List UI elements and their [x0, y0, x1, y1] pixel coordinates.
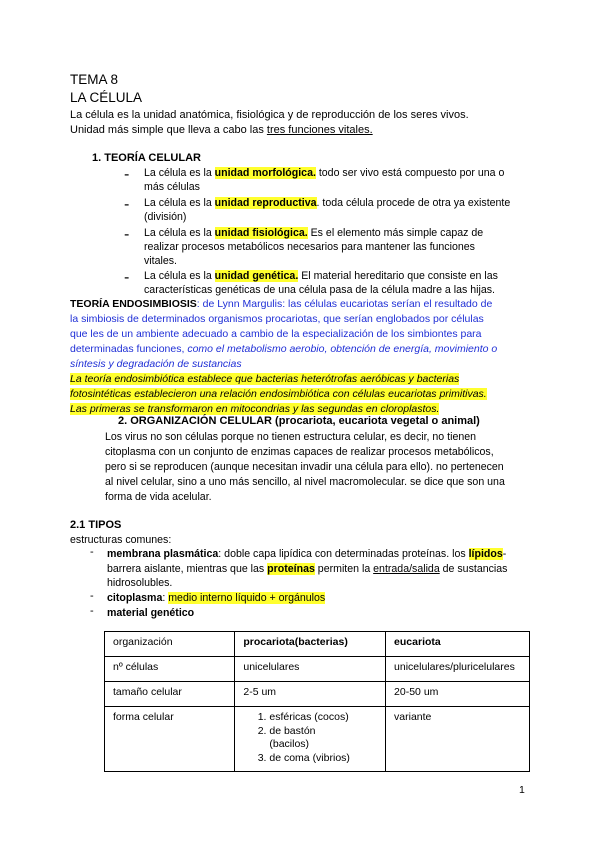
bullet-dash: - — [90, 546, 94, 558]
item-prefix: La célula es la — [144, 197, 215, 209]
intro-text: Unidad más simple que lleva a cabo las — [70, 124, 267, 136]
endosimbiosis-paragraph — [70, 297, 530, 417]
item-prefix: La célula es la — [144, 167, 215, 179]
tema-label: TEMA 8 — [70, 72, 119, 87]
table-cell — [235, 707, 386, 772]
funciones-vitales-link: tres funciones vitales. — [266, 124, 373, 136]
table-row — [105, 657, 530, 682]
unidad-morfologica: unidad morfológica. — [214, 167, 316, 179]
table-cell: nº células — [105, 657, 235, 682]
table-cell: unicelulares — [235, 657, 386, 682]
page-number: 1 — [519, 784, 525, 796]
membrana-text: de sustancias — [439, 562, 508, 575]
endo-italic: como el metabolismo aerobio, obtención de energía, movimiento o — [187, 343, 498, 355]
endo-text: la simbiosis de determinados organismos procariotas, que serían englobados por células — [70, 313, 484, 325]
proteinas-highlight: proteínas — [267, 562, 315, 575]
bullet-dash: - — [90, 605, 94, 617]
endo-text: determinadas funciones, — [70, 343, 188, 355]
teoria-celular-heading: 1. TEORÍA CELULAR — [92, 152, 201, 164]
forma-list — [243, 711, 377, 765]
intro-line-1: La célula es la unidad anatómica, fisiológica y de reproducción de los seres vivos. — [70, 109, 469, 121]
item-text: características genéticas de una célula pasa de la célula madre a las hijas. — [144, 284, 495, 297]
unidad-reproductiva: unidad reproductiva — [214, 197, 317, 209]
endo-text: que les de un ambiente adecuado a cambio de la especialización de los simbiontes para — [70, 328, 482, 340]
table-header-cell: procariota(bacterias) — [235, 632, 386, 657]
item-prefix: La célula es la — [144, 227, 215, 239]
bullet-dash: - — [124, 196, 130, 213]
item-prefix: La célula es la — [144, 270, 215, 282]
item-text: más células — [144, 181, 200, 194]
unidad-fisiologica: unidad fisiológica. — [214, 227, 308, 239]
endosimbiosis-label: TEORÍA ENDOSIMBIOSIS — [70, 298, 197, 310]
citoplasma-highlight: medio interno líquido + orgánulos — [168, 592, 326, 604]
table-header-cell: organización — [105, 632, 235, 657]
endo-highlight: fotosintéticas establecieron una relación endosimbiótica con células eucariotas primitivas. — [70, 388, 487, 400]
bullet-dash: - — [124, 226, 130, 243]
membrana-item — [107, 547, 531, 591]
organizacion-heading: 2. ORGANIZACIÓN CELULAR (procariota, eucariota vegetal o animal) — [118, 415, 480, 427]
material-genetico-item: material genético — [107, 607, 195, 619]
table-cell: unicelulares/pluricelulares — [386, 657, 530, 682]
item-text: El material hereditario que consiste en las — [298, 270, 498, 282]
table-cell: variante — [386, 707, 530, 772]
citoplasma-sep: : — [162, 592, 169, 604]
list-item: 3. de coma (vibrios) — [269, 752, 377, 766]
citoplasma-item — [107, 591, 531, 606]
list-item — [144, 166, 520, 194]
list-item — [144, 269, 520, 297]
table-row — [105, 682, 530, 707]
item-text: Es el elemento más simple capaz de — [307, 227, 484, 239]
bullet-dash: - — [124, 166, 130, 183]
list-item: 2. de bastón (bacilos) — [269, 725, 349, 752]
membrana-label: membrana plasmática — [107, 548, 219, 560]
table-cell: forma celular — [105, 707, 235, 772]
table-header-cell: eucariota — [386, 632, 530, 657]
table-header-row — [105, 632, 530, 657]
endo-highlight: Las primeras se transformaron en mitocondrias y las segundas en cloroplastos. — [70, 403, 440, 415]
list-item: 1. esféricas (cocos) — [269, 711, 377, 725]
page-title: LA CÉLULA — [70, 90, 143, 105]
item-text: todo ser vivo está compuesto por una o — [315, 167, 505, 179]
endo-highlight: La teoría endosimbiótica establece que bacterias heterótrofas aeróbicas y bacterias — [70, 373, 460, 385]
bullet-dash: - — [124, 269, 130, 286]
endo-text: : de Lynn Margulis: las células eucariotas serían el resultado de — [196, 298, 493, 310]
membrana-text: hidrosolubles. — [107, 577, 173, 590]
list-item — [144, 196, 520, 224]
endo-italic: síntesis y degradación de sustancias — [70, 358, 242, 370]
org-text: pero si se reproducen (aunque necesitan invadir una célula para ello). no pertenecen — [105, 461, 504, 473]
membrana-text: barrera aislante, mientras que las — [107, 562, 268, 575]
org-text: forma de vida acelular. — [105, 491, 212, 503]
citoplasma-label: citoplasma — [107, 592, 163, 604]
membrana-text: permiten la — [314, 562, 374, 575]
item-text: (división) — [144, 211, 187, 224]
item-text: vitales. — [144, 255, 177, 268]
organizacion-paragraph — [105, 430, 531, 505]
table-cell: 2-5 um — [235, 682, 386, 707]
list-item — [144, 226, 520, 269]
tipos-subheading: estructuras comunes: — [70, 534, 172, 546]
entrada-salida: entrada/salida — [373, 562, 440, 575]
tipos-heading: 2.1 TIPOS — [70, 519, 122, 531]
unidad-genetica: unidad genética. — [214, 270, 299, 282]
org-text: al nivel celular, sino a uno más sencillo, al nivel macromolecular. se dice que son una — [105, 476, 505, 488]
item-text: realizar procesos metabólicos necesarios para mantener las funciones — [144, 241, 475, 254]
table-cell: tamaño celular — [105, 682, 235, 707]
cell-comparison-table — [104, 631, 530, 772]
table-row — [105, 707, 530, 772]
lipidos-highlight: lípidos — [468, 548, 503, 560]
org-text: Los virus no son células porque no tienen estructura celular, es decir, no tienen — [105, 431, 477, 443]
intro-line-2 — [70, 123, 373, 138]
org-text: citoplasma con un conjunto de enzimas capaces de realizar procesos metabólicos, — [105, 446, 494, 458]
table-cell: 20-50 um — [386, 682, 530, 707]
item-text: . toda célula procede de otra ya existente — [316, 197, 511, 209]
membrana-text: - — [502, 548, 507, 560]
bullet-dash: - — [90, 590, 94, 602]
membrana-text: : doble capa lipídica con determinadas proteínas. los — [218, 548, 469, 560]
